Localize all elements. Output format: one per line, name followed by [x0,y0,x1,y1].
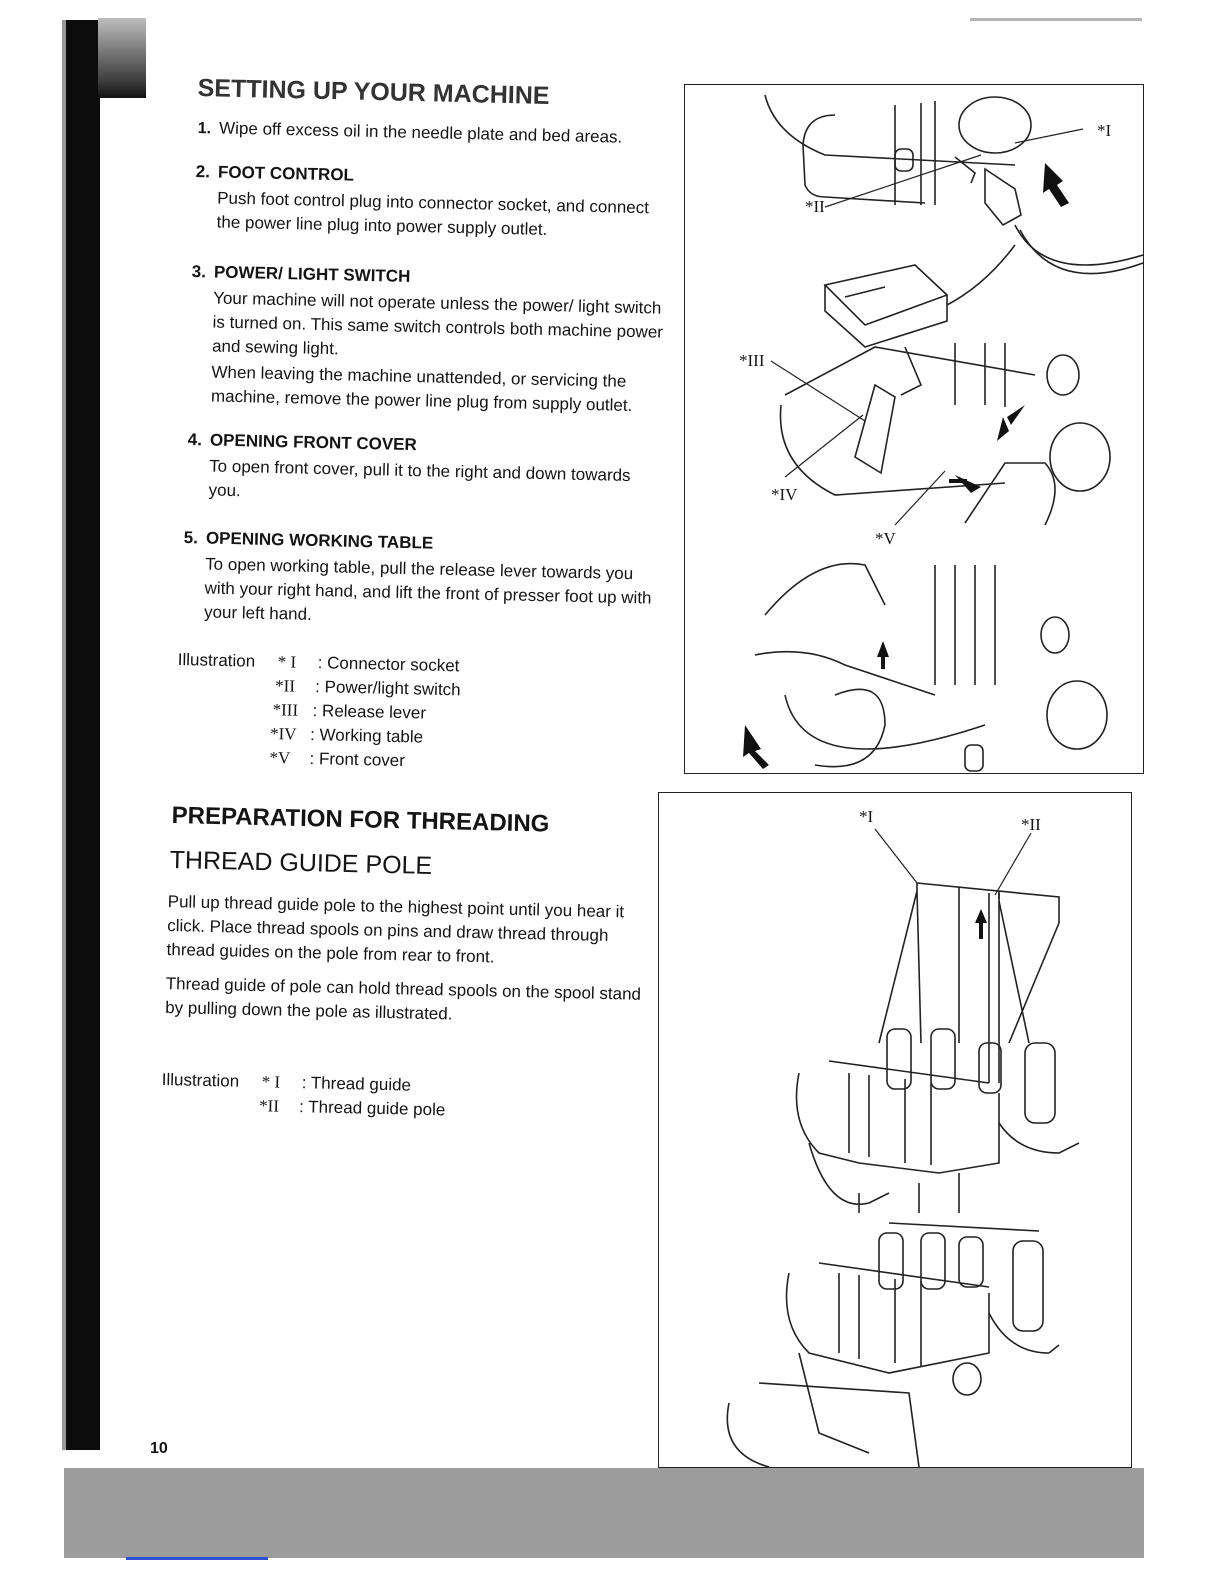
step-5 [182,528,664,635]
section-subtitle-guide-pole: THREAD GUIDE POLE [169,846,433,880]
step-1 [198,118,678,149]
binding-corner [98,18,146,98]
figure-label: *II [805,197,825,216]
illustration-label: Illustration [177,649,256,671]
figure-label: *I [859,807,874,826]
step-heading: FOOT CONTROL [217,162,355,185]
illustration-label: Illustration [161,1069,240,1091]
legend-item: *IV : Working table [269,724,424,747]
thread-guide-pole-drawing [659,793,1131,1467]
illustration-legend-setup [175,648,498,785]
figure-label: *V [875,529,896,548]
top-rule [970,18,1142,21]
binding-shadow [66,20,100,1450]
step-body: Push foot control plug into connector socket, and connect the power line plug into power supply outlet. [216,188,650,239]
step-number: 5. [183,528,199,548]
step-heading: OPENING WORKING TABLE [205,528,434,553]
step-3 [189,262,672,419]
legend-item: *III : Release lever [272,700,427,723]
sewing-machine-setup-drawing [685,85,1143,773]
step-4 [186,430,668,513]
step-number: 4. [187,430,203,450]
step-number: 3. [191,262,207,282]
illustration-legend-threading [161,1068,482,1131]
setup-illustration [684,84,1144,774]
threading-paragraph-1: Pull up thread guide pole to the highest point until you hear it click. Place thread spools on pins and draw thread through thread guides on the pole from rear to front. [166,891,625,967]
legend-item: *V : Front cover [269,748,406,771]
step-body: To open front cover, pull it to the right and down towards you. [208,456,631,501]
step-number: 1. [197,119,212,138]
step-heading: OPENING FRONT COVER [209,430,417,455]
step-body: Wipe off excess oil in the needle plate and bed areas. [218,118,623,147]
figure-label: *III [739,351,765,370]
step-heading: POWER/ LIGHT SWITCH [213,262,411,286]
figure-label: *I [1097,121,1112,140]
figure-label: *IV [771,485,798,504]
threading-illustration [658,792,1132,1468]
section-title-setup: SETTING UP YOUR MACHINE [197,74,550,110]
step-2 [194,162,676,245]
section-title-threading: PREPARATION FOR THREADING [171,802,550,838]
legend-item: * I : Connector socket [277,652,460,676]
page-number: 10 [150,1440,168,1457]
scan-bottom-band [64,1468,1144,1558]
legend-item: *II : Thread guide pole [258,1096,446,1120]
step-body: Your machine will not operate unless the power/ light switch is turned on. This same switch controls both machine power and sewing light. [211,288,664,359]
step-body-2: When leaving the machine unattended, or servicing the machine, remove the power line plug from supply outlet. [210,362,633,416]
legend-item: *II : Power/light switch [274,676,461,700]
scan-bottom-mark [126,1557,268,1560]
threading-paragraph-2: Thread guide of pole can hold thread spools on the spool stand by pulling down the pole as illustrated. [164,973,642,1024]
legend-item: * I : Thread guide [261,1072,412,1095]
figure-label: *II [1021,815,1041,834]
step-number: 2. [195,162,211,182]
step-body: To open working table, pull the release lever towards you with your right hand, and lift the front of presser foot up with your left hand. [203,554,652,624]
